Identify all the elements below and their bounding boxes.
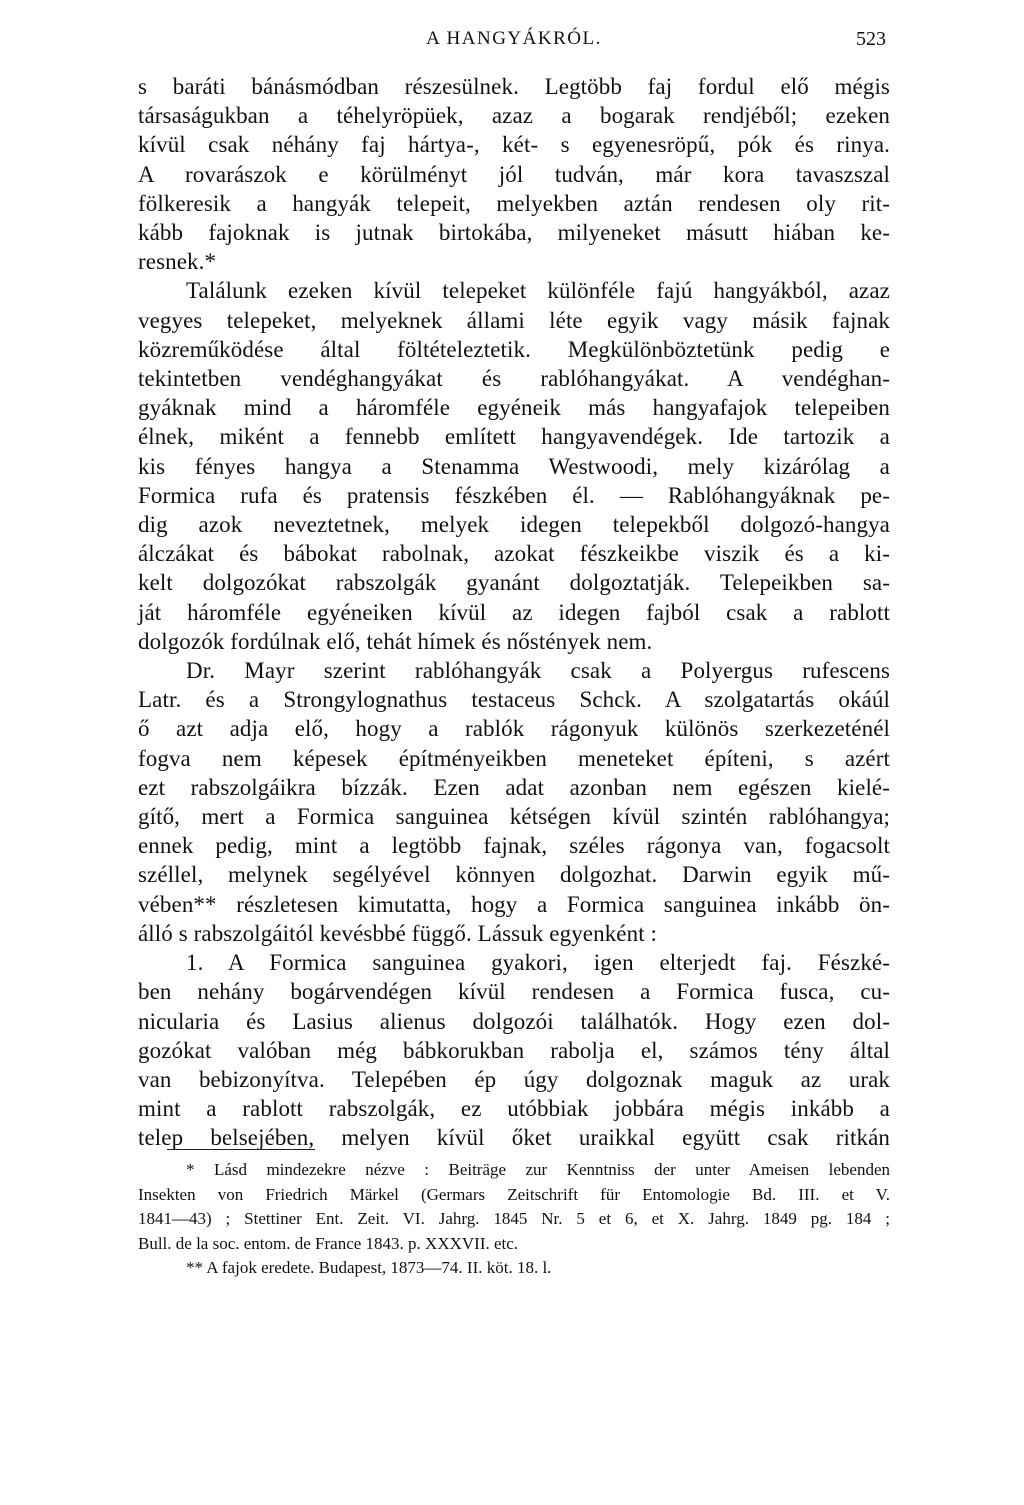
paragraph-2-line-8: Formica rufa és pratensis fészkében él. — Rablóhangyáknak pe-	[138, 482, 890, 508]
paragraph-2-line-5: gyáknak mind a háromféle egyéneik más hangyafajok telepeiben	[138, 395, 890, 421]
paragraph-2-line-11: kelt dolgozókat rabszolgák gyanánt dolgoztatják. Telepeikben sa-	[138, 570, 890, 596]
footnote-1-line-2: Insekten von Friedrich Märkel (Germars Zeitschrift für Entomologie Bd. III. et V.	[138, 1184, 890, 1204]
paragraph-4-line-7: telep belsejében, melyen kívül őket uraikkal együtt csak ritkán	[138, 1125, 890, 1151]
paragraph-2-line-12: ját háromféle egyéneiken kívül az idegen fajból csak a rablott	[138, 599, 890, 625]
paragraph-3-line-2: Latr. és a Strongylognathus testaceus Schck. A szolgatartás okáúl	[138, 687, 890, 713]
paragraph-2-line-3: közreműködése által föltételeztetik. Megkülönböztetünk pedig e	[138, 336, 890, 362]
paragraph-4-line-5: van bebizonyítva. Telepében ép úgy dolgoznak maguk az urak	[138, 1066, 890, 1092]
page-header	[138, 28, 890, 58]
footnotes	[138, 1158, 890, 1281]
page-number: 523	[856, 28, 886, 50]
paragraph-2-line-1: Találunk ezeken kívül telepeket különféle fajú hangyákból, azaz	[186, 278, 890, 304]
paragraph-3-line-10: álló s rabszolgáitól kevésbbé függő. Lássuk egyenként :	[138, 920, 658, 946]
paragraph-2-line-10: álczákat és bábokat rabolnak, azokat fészkeikbe viszik és a ki-	[138, 541, 890, 567]
paragraph-4-line-4: gozókat valóban még bábkorukban rabolja el, számos tény által	[138, 1037, 890, 1063]
paragraph-1-line-3: kívül csak néhány faj hártya-, két- s egyenesröpű, pók és rinya.	[138, 132, 890, 158]
paragraph-3-line-1: Dr. Mayr szerint rablóhangyák csak a Polyergus rufescens	[186, 658, 890, 684]
paragraph-2-line-13: dolgozók fordúlnak elő, tehát hímek és nőstények nem.	[138, 628, 653, 654]
paragraph-4-line-3: nicularia és Lasius alienus dolgozói találhatók. Hogy ezen dol-	[138, 1008, 890, 1034]
paragraph-3-line-9: vében** részletesen kimutatta, hogy a Formica sanguinea inkább ön-	[138, 891, 890, 917]
footnote-1-line-4: Bull. de la soc. entom. de France 1843. p. XXXVII. etc.	[138, 1233, 519, 1253]
paragraph-3-line-7: ennek pedig, mint a legtöbb fajnak, széles rágonya van, fogacsolt	[138, 833, 890, 859]
footnote-divider	[167, 1149, 315, 1150]
paragraph-2-line-9: dig azok neveztetnek, melyek idegen telepekből dolgozó-hangya	[138, 512, 890, 538]
paragraph-3-line-5: ezt rabszolgáikra bízzák. Ezen adat azonban nem egészen kielé-	[138, 774, 890, 800]
body-text	[138, 72, 890, 1153]
paragraph-4-line-6: mint a rablott rabszolgák, ez utóbbiak jobbára mégis inkább a	[138, 1096, 890, 1122]
paragraph-1-line-7: resnek.*	[138, 249, 217, 275]
paragraph-3-line-3: ő azt adja elő, hogy a rablók rágonyuk különös szerkezeténél	[138, 716, 890, 742]
paragraph-3-line-6: gítő, mert a Formica sanguinea kétségen kívül szintén rablóhangya;	[138, 804, 890, 830]
paragraph-2-line-7: kis fényes hangya a Stenamma Westwoodi, mely kizárólag a	[138, 453, 890, 479]
paragraph-2-line-2: vegyes telepeket, melyeknek állami léte egyik vagy másik fajnak	[138, 307, 890, 333]
paragraph-3-line-4: fogva nem képesek építményeikben meneteket építeni, s azért	[138, 745, 890, 771]
paragraph-1-line-2: társaságukban a téhelyröpüek, azaz a bogarak rendjéből; ezeken	[138, 103, 890, 129]
paragraph-3-line-8: széllel, melynek segélyével könnyen dolgozhat. Darwin egyik mű-	[138, 862, 890, 888]
footnote-1-line-1: * Lásd mindezekre nézve : Beiträge zur Kenntniss der unter Ameisen lebenden	[186, 1160, 890, 1179]
paragraph-1-line-4: A rovarászok e körülményt jól tudván, már kora tavaszszal	[138, 161, 890, 187]
running-head: A HANGYÁKRÓL.	[426, 28, 602, 49]
paragraph-4-line-1: 1. A Formica sanguinea gyakori, igen elterjedt faj. Fészké-	[186, 950, 890, 976]
paragraph-2-line-6: élnek, miként a fennebb említett hangyavendégek. Ide tartozik a	[138, 424, 890, 450]
paragraph-4-line-2: ben nehány bogárvendégen kívül rendesen a Formica fusca, cu-	[138, 979, 890, 1005]
footnote-2-line-1: ** A fajok eredete. Budapest, 1873—74. II. köt. 18. l.	[186, 1258, 552, 1277]
paragraph-1-line-1: s baráti bánásmódban részesülnek. Legtöbb faj fordul elő mégis	[138, 74, 890, 99]
paragraph-2-line-4: tekintetben vendéghangyákat és rablóhangyákat. A vendéghan-	[138, 366, 890, 392]
paragraph-1-line-5: fölkeresik a hangyák telepeit, melyekben aztán rendesen oly rit-	[138, 190, 890, 216]
footnote-1-line-3: 1841—43) ; Stettiner Ent. Zeit. VI. Jahrg. 1845 Nr. 5 et 6, et X. Jahrg. 1849 pg. 184 ;	[138, 1209, 890, 1228]
paragraph-1-line-6: kább fajoknak is jutnak birtokába, milyeneket másutt hiában ke-	[138, 220, 890, 246]
